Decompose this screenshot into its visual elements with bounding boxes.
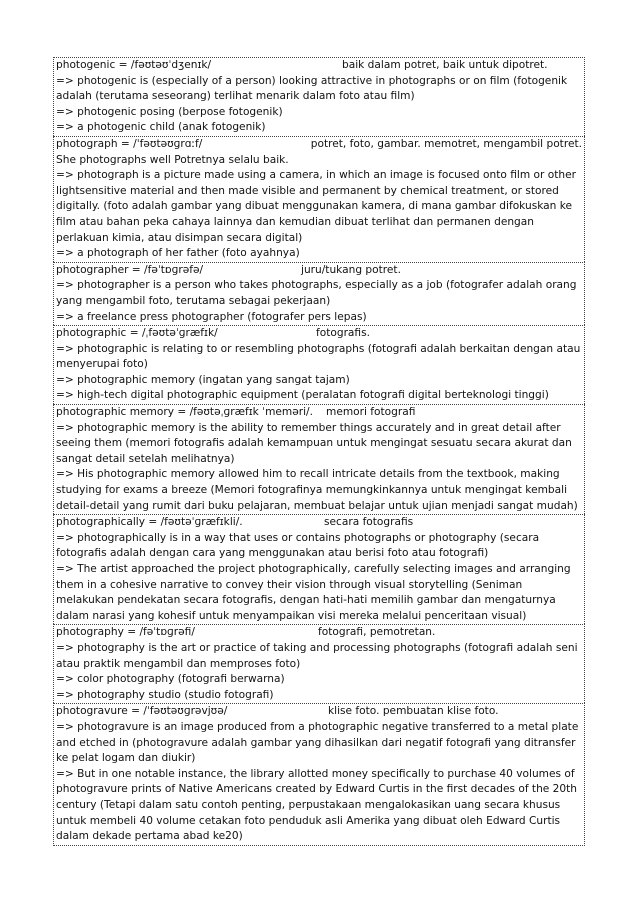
entry-line: => photographic memory is the ability to remember things accurately and in great detail after seeing them (memori fotografis adalah kemampuan untuk mengingat sesuatu secara akurat dan sangat detail setelah melihatnya) (56, 421, 572, 465)
entry-line: => a photograph of her father (foto ayahnya) (56, 247, 300, 260)
entry-term: photograph = /ˈfəʊtəʊɡrɑːf/ (56, 137, 203, 150)
entry-translation: secara fotografis (324, 516, 414, 529)
entry-photography (53, 624, 585, 703)
entry-line: => color photography (fotografi berwarna) (56, 673, 285, 686)
entry-line: => photographer is a person who takes photographs, especially as a job (fotografer adalah orang yang mengambil foto, terutama sebagai pekerjaan) (56, 279, 577, 307)
entry-line: She photographs well Potretnya selalu baik. (56, 153, 289, 166)
entry-head (56, 326, 582, 342)
entry-line: => photograph is a picture made using a camera, in which an image is focused onto film or other lightsensitive material and then made visible and permanent by chemical treatment, or stored digitally. (foto adalah gambar yang dibuat menggunakan kamera, di mana gambar difokuskan ke film atau bahan peka cahaya lainnya dan kemudian dibuat terlihat dan permanen dengan perlakuan kimia, atau disimpan secara digital) (56, 169, 576, 244)
entry-head (56, 137, 582, 153)
entry-translation: fotografis. (316, 327, 370, 340)
entry-term: photographically = /fəʊtəˈɡræfɪkli/. (56, 516, 243, 529)
entry-translation: baik dalam potret, baik untuk dipotret. (342, 59, 548, 71)
entry-line: => high-tech digital photographic equipment (peralatan fotografi digital berteknologi tinggi) (56, 389, 549, 402)
entry-line: => a photogenic child (anak fotogenik) (56, 121, 266, 134)
entry-translation: klise foto. pembuatan klise foto. (328, 705, 499, 718)
entry-photographer (53, 262, 585, 325)
entry-term: photogenic = /fəʊtəʊˈdʒenɪk/ (56, 59, 212, 71)
entry-line: => photogenic posing (berpose fotogenik) (56, 105, 283, 118)
dictionary-page (53, 57, 585, 846)
entry-photogravure (53, 703, 585, 845)
entry-line: => The artist approached the project photographically, carefully selecting images and arranging them in a cohesive narrative to convey their vision through visual storytelling (Seniman melakukan pendekatan secara fotografis, dengan hati-hati memilih gambar dan mengaturnya dalam narasi yang kohesif untuk menyampaikan visi mereka melalui penceritaan visual) (56, 563, 571, 622)
entry-photographically (53, 514, 585, 624)
entry-translation: potret, foto, gambar. memotret, mengambil potret. (310, 137, 582, 150)
entry-head (56, 704, 582, 720)
entry-head (56, 263, 582, 279)
entry-term: photographic memory = /fəʊtəˌɡræfɪk ˈmeməri/. (56, 406, 313, 419)
entry-translation: memori fotografi (326, 406, 416, 419)
entry-head (56, 58, 582, 74)
entry-line: => photography is the art or practice of taking and processing photographs (fotografi adalah seni atau praktik mengambil dan memproses foto) (56, 641, 578, 670)
entry-translation: fotografi, pemotretan. (318, 626, 436, 639)
entry-line: => His photographic memory allowed him to recall intricate details from the textbook, making studying for exams a breeze (Memori fotografinya memungkinkannya untuk mengingat kembali detail-detail yang rumit dari buku pelajaran, membuat belajar untuk ujian menjadi sangat mudah) (56, 468, 578, 512)
entry-term: photography = /fəˈtɒɡrəfi/ (56, 626, 195, 639)
entry-photographic (53, 325, 585, 404)
entry-photograph (53, 136, 585, 262)
entry-line: => photogravure is an image produced from a photographic negative transferred to a metal plate and etched in (photogravure adalah gambar yang dihasilkan dari negatif fotografi yang ditransfer ke pelat logam dan diukir) (56, 720, 579, 765)
entry-term: photographic = /ˌfəʊtəˈɡræfɪk/ (56, 327, 218, 340)
entry-line: => But in one notable instance, the library allotted money specifically to purchase 40 volumes of photogravure prints of Native Americans created by Edward Curtis in the first decades of the 20th century (Tetapi dalam satu contoh penting, perpustakaan mengalokasikan uang secara khusus untuk membeli 40 volume cetakan foto penduduk asli Amerika yang dibuat oleh Edward Curtis dalam dekade pertama abad ke20) (56, 767, 578, 843)
entry-term: photogravure = /ˈfəʊtəʊɡrəvjʊə/ (56, 705, 228, 718)
entry-line: => photographic is relating to or resembling photographs (fotografi adalah berkaitan dengan atau menyerupai foto) (56, 342, 581, 371)
entry-photographic-memory (53, 404, 585, 514)
entry-line: => photographically is in a way that uses or contains photographs or photography (secara fotografis adalah dengan cara yang menggunakan atau berisi foto atau fotografi) (56, 531, 540, 560)
entry-head (56, 515, 582, 531)
entry-line: => photography studio (studio fotografi) (56, 688, 274, 701)
entry-translation: juru/tukang potret. (301, 263, 401, 276)
entry-line: => photographic memory (ingatan yang sangat tajam) (56, 373, 350, 386)
entry-photogenic (53, 57, 585, 136)
entry-term: photographer = /fəˈtɒɡrəfə/ (56, 263, 204, 276)
entry-line: => photogenic is (especially of a person) looking attractive in photographs or on film (fotogenik adalah (terutama seseorang) terlihat menarik dalam foto atau film) (56, 74, 568, 103)
entry-line: => a freelance press photographer (fotografer pers lepas) (56, 310, 367, 323)
entry-head (56, 625, 582, 641)
entry-head (56, 405, 582, 421)
